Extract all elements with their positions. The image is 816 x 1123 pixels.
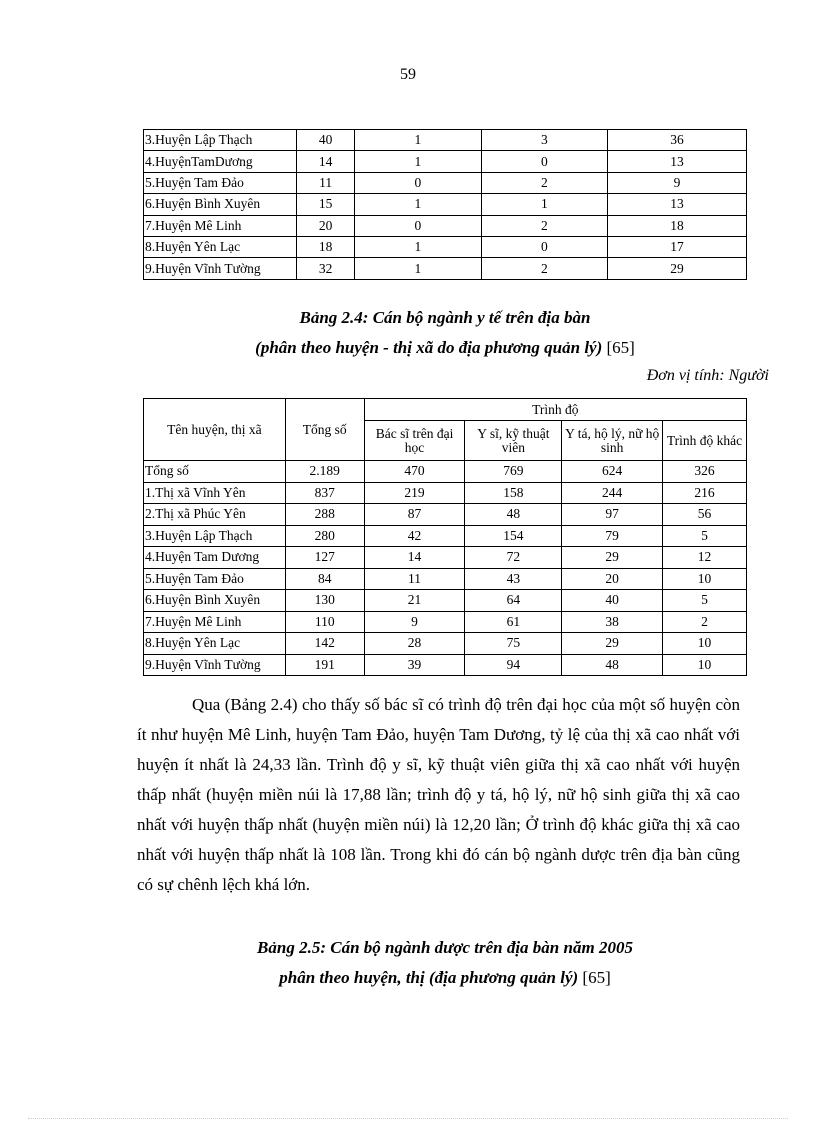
cell-value: 48 [465, 504, 562, 526]
cell-value: 10 [663, 568, 747, 590]
cell-value: 3 [481, 130, 607, 151]
cell-value: 84 [285, 568, 364, 590]
cell-value: 1 [355, 151, 481, 172]
cell-value: 9 [608, 172, 747, 193]
cell-value: 216 [663, 482, 747, 504]
row-label: 8.Huyện Yên Lạc [144, 633, 286, 655]
cell-value: 39 [364, 654, 465, 676]
cell-value: 38 [562, 611, 663, 633]
cell-value: 127 [285, 547, 364, 569]
table-2-4-title: Bảng 2.4: Cán bộ ngành y tế trên địa bàn [299, 308, 591, 327]
table-row [144, 151, 747, 172]
row-label: 1.Thị xã Vĩnh Yên [144, 482, 286, 504]
cell-value: 130 [285, 590, 364, 612]
header-physician-assistant: Y sĩ, kỹ thuật viên [465, 421, 562, 461]
table-2-5-title: Bảng 2.5: Cán bộ ngành dược trên địa bàn năm 2005 [257, 938, 633, 957]
table-row [144, 568, 747, 590]
cell-value: 1 [481, 194, 607, 215]
cell-value: 36 [608, 130, 747, 151]
table-row [144, 236, 747, 257]
header-other: Trình độ khác [663, 421, 747, 461]
row-label: Tổng số [144, 461, 286, 483]
cell-value: 28 [364, 633, 465, 655]
cell-value: 5 [663, 525, 747, 547]
cell-value: 0 [481, 151, 607, 172]
cell-value: 154 [465, 525, 562, 547]
table-row [144, 172, 747, 193]
cell-value: 0 [481, 236, 607, 257]
cell-value: 191 [285, 654, 364, 676]
table-2-4 [143, 398, 747, 676]
cell-value: 29 [608, 258, 747, 279]
cell-value: 1 [355, 236, 481, 257]
row-label: 6.Huyện Bình Xuyên [144, 194, 297, 215]
cell-value: 21 [364, 590, 465, 612]
cell-value: 87 [364, 504, 465, 526]
cell-value: 61 [465, 611, 562, 633]
cell-value: 326 [663, 461, 747, 483]
cell-value: 97 [562, 504, 663, 526]
cell-value: 94 [465, 654, 562, 676]
cell-value: 29 [562, 547, 663, 569]
unit-label: Đơn vị tính: Người [646, 367, 769, 384]
table-row [144, 258, 747, 279]
table-2-5-subtitle: phân theo huyện, thị (địa phương quản lý) [65] [279, 968, 611, 987]
cell-value: 0 [355, 172, 481, 193]
cell-value: 5 [663, 590, 747, 612]
cell-value: 2 [481, 258, 607, 279]
header-total: Tổng số [285, 399, 364, 461]
page-number: 59 [400, 66, 416, 83]
table-row [144, 194, 747, 215]
table-2-4-subtitle: (phân theo huyện - thị xã do địa phương quản lý) [65] [255, 338, 635, 357]
cell-value: 158 [465, 482, 562, 504]
cell-value: 20 [562, 568, 663, 590]
cell-value: 18 [297, 236, 355, 257]
row-label: 7.Huyện Mê Linh [144, 611, 286, 633]
cell-value: 110 [285, 611, 364, 633]
cell-value: 2.189 [285, 461, 364, 483]
row-label: 9.Huyện Vĩnh Tường [144, 258, 297, 279]
table-row [144, 633, 747, 655]
cell-value: 40 [562, 590, 663, 612]
cell-value: 13 [608, 151, 747, 172]
cell-value: 1 [355, 258, 481, 279]
table-row [144, 525, 747, 547]
page-bottom-divider [28, 1118, 788, 1119]
cell-value: 1 [355, 194, 481, 215]
cell-value: 12 [663, 547, 747, 569]
cell-value: 32 [297, 258, 355, 279]
cell-value: 14 [297, 151, 355, 172]
cell-value: 10 [663, 654, 747, 676]
cell-value: 72 [465, 547, 562, 569]
cell-value: 29 [562, 633, 663, 655]
table-row [144, 482, 747, 504]
table-row [144, 461, 747, 483]
row-label: 8.Huyện Yên Lạc [144, 236, 297, 257]
cell-value: 10 [663, 633, 747, 655]
cell-value: 79 [562, 525, 663, 547]
cell-value: 42 [364, 525, 465, 547]
cell-value: 244 [562, 482, 663, 504]
row-label: 4.Huyện Tam Dương [144, 547, 286, 569]
cell-value: 18 [608, 215, 747, 236]
table-row [144, 504, 747, 526]
cell-value: 48 [562, 654, 663, 676]
row-label: 3.Huyện Lập Thạch [144, 525, 286, 547]
cell-value: 0 [355, 215, 481, 236]
cell-value: 470 [364, 461, 465, 483]
row-label: 5.Huyện Tam Đảo [144, 568, 286, 590]
row-label: 2.Thị xã Phúc Yên [144, 504, 286, 526]
header-name: Tên huyện, thị xã [144, 399, 286, 461]
cell-value: 15 [297, 194, 355, 215]
cell-value: 56 [663, 504, 747, 526]
cell-value: 2 [481, 172, 607, 193]
cell-value: 14 [364, 547, 465, 569]
cell-value: 17 [608, 236, 747, 257]
cell-value: 20 [297, 215, 355, 236]
cell-value: 219 [364, 482, 465, 504]
cell-value: 837 [285, 482, 364, 504]
header-doctor: Bác sĩ trên đại học [364, 421, 465, 461]
cell-value: 13 [608, 194, 747, 215]
row-label: 7.Huyện Mê Linh [144, 215, 297, 236]
table-row [144, 215, 747, 236]
cell-value: 43 [465, 568, 562, 590]
cell-value: 75 [465, 633, 562, 655]
row-label: 9.Huyện Vĩnh Tường [144, 654, 286, 676]
cell-value: 11 [297, 172, 355, 193]
cell-value: 624 [562, 461, 663, 483]
table-continued [143, 129, 747, 280]
cell-value: 40 [297, 130, 355, 151]
header-group: Trình độ [364, 399, 746, 421]
table-row [144, 590, 747, 612]
row-label: 5.Huyện Tam Đảo [144, 172, 297, 193]
table-row [144, 654, 747, 676]
cell-value: 142 [285, 633, 364, 655]
cell-value: 9 [364, 611, 465, 633]
row-label: 3.Huyện Lập Thạch [144, 130, 297, 151]
header-nurse: Y tá, hộ lý, nữ hộ sinh [562, 421, 663, 461]
row-label: 4.HuyệnTamDương [144, 151, 297, 172]
cell-value: 2 [481, 215, 607, 236]
cell-value: 64 [465, 590, 562, 612]
cell-value: 11 [364, 568, 465, 590]
table-row [144, 611, 747, 633]
table-row [144, 547, 747, 569]
table-row [144, 130, 747, 151]
body-paragraph: Qua (Bảng 2.4) cho thấy số bác sĩ có trình độ trên đại học của một số huyện còn ít như huyện Mê Linh, huyện Tam Đảo, huyện Tam Dương, tỷ lệ của thị xã cao nhất với huyện ít nhất là 24,33 lần. Trình độ y sĩ, kỹ thuật viên giữa thị xã cao nhất với huyện thấp nhất (huyện miền núi là 17,88 lần; trình độ y tá, hộ lý, nữ hộ sinh giữa thị xã cao nhất với huyện thấp nhất (huyện miền núi) là 12,20 lần; Ở trình độ khác giữa thị xã cao nhất với huyện thấp nhất là 108 lần. Trong khi đó cán bộ ngành dược trên địa bàn cũng có sự chênh lệch khá lớn. [137, 695, 740, 894]
cell-value: 1 [355, 130, 481, 151]
cell-value: 2 [663, 611, 747, 633]
row-label: 6.Huyện Bình Xuyên [144, 590, 286, 612]
cell-value: 280 [285, 525, 364, 547]
cell-value: 769 [465, 461, 562, 483]
cell-value: 288 [285, 504, 364, 526]
